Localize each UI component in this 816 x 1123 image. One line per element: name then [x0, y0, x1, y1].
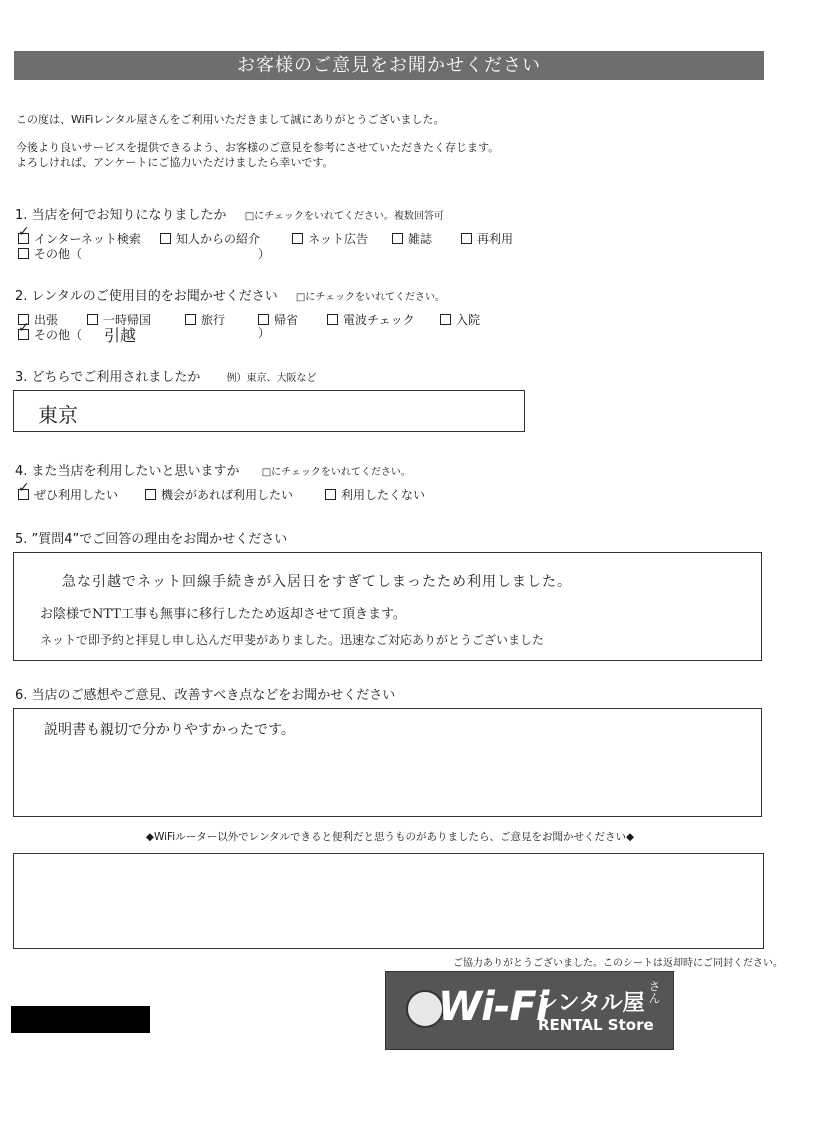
q2-option-other[interactable] — [18, 326, 82, 343]
q3-title: 3. どちらでご利用されましたか — [15, 370, 201, 385]
checkbox[interactable] — [145, 489, 156, 500]
intro-line-3: よろしければ、アンケートにご協力いただけましたら幸いです。 — [16, 156, 334, 169]
q5-answer-line-1: 急な引越でネット回線手続きが入居日をすぎてしまったため利用しました。 — [62, 574, 572, 590]
checkbox-checked[interactable] — [18, 489, 29, 500]
intro-line-1: この度は、WiFiレンタル屋さんをご利用いただきまして誠にありがとうございました。 — [16, 113, 445, 126]
q5-answer-line-2: お陰様でNTT工事も無事に移行したため返却させて頂きます。 — [40, 607, 406, 622]
option-label: インターネット検索 — [34, 232, 141, 246]
option-label: 帰省 — [274, 313, 299, 327]
q1-title: 1. 当店を何でお知りになりましたか — [15, 208, 227, 223]
q6-heading: 6. 当店のご感想やご意見、改善すべき点などをお聞かせください — [15, 688, 396, 703]
q2-note: □にチェックをいれてください。 — [295, 292, 445, 303]
logo-store-text: RENTAL Store — [538, 1016, 654, 1034]
q2-heading — [15, 285, 445, 304]
option-label: その他（ — [34, 247, 83, 261]
q4-note: □にチェックをいれてください。 — [261, 467, 411, 478]
q4-option-definitely[interactable] — [18, 486, 118, 503]
option-label: 再利用 — [477, 232, 514, 246]
option-label: その他（ — [34, 328, 83, 342]
checkbox-checked[interactable] — [18, 233, 29, 244]
q6-answer: 説明書も親切で分かりやすかったです。 — [44, 722, 295, 738]
q2-title: 2. レンタルのご使用目的をお聞かせください — [15, 289, 278, 304]
footer-thanks: ご協力ありがとうございました。このシートは返却時にご同封ください。 — [453, 958, 783, 969]
q5-answer-box[interactable] — [13, 552, 762, 661]
q4-option-maybe[interactable] — [145, 486, 293, 503]
q2-option-hospital[interactable] — [440, 311, 480, 328]
redaction-block — [11, 1006, 150, 1033]
q1-option-other[interactable] — [18, 245, 82, 262]
checkbox-checked[interactable] — [18, 329, 29, 340]
q5-heading: 5. ”質問4”でご回答の理由をお聞かせください — [15, 532, 288, 547]
q3-answer-box[interactable] — [13, 390, 525, 432]
q3-answer: 東京 — [38, 403, 78, 427]
intro-line-2: 今後より良いサービスを提供できるよう、お客様のご意見を参考にさせていただきたく存じます。 — [16, 141, 500, 154]
page-title: お客様のご意見をお聞かせください — [14, 51, 764, 80]
q5-answer-line-3: ネットで即予約と拝見し申し込んだ甲斐がありました。迅速なご対応ありがとうございました — [40, 633, 545, 647]
option-label: ぜひ利用したい — [34, 488, 119, 502]
q3-note: 例）東京、大阪など — [226, 373, 317, 384]
checkbox[interactable] — [461, 233, 472, 244]
q2-other-close: ） — [258, 326, 271, 340]
q1-note: □にチェックをいれてください。複数回答可 — [244, 211, 444, 222]
checkbox[interactable] — [327, 314, 338, 325]
q4-title: 4. また当店を利用したいと思いますか — [15, 464, 240, 479]
checkbox[interactable] — [160, 233, 171, 244]
q1-other-close: ） — [258, 247, 271, 261]
checkbox[interactable] — [440, 314, 451, 325]
option-label: 入院 — [456, 313, 481, 327]
checkbox[interactable] — [292, 233, 303, 244]
option-label: ネット広告 — [308, 232, 369, 246]
q2-option-signal-check[interactable] — [327, 311, 415, 328]
q7-answer-box[interactable] — [13, 853, 764, 949]
q6-answer-box[interactable] — [13, 708, 762, 817]
option-label: 旅行 — [201, 313, 226, 327]
q4-option-no[interactable] — [325, 486, 425, 503]
q1-option-reuse[interactable] — [461, 230, 513, 247]
checkbox[interactable] — [325, 489, 336, 500]
checkbox[interactable] — [185, 314, 196, 325]
checkbox[interactable] — [392, 233, 403, 244]
option-label: 雑誌 — [408, 232, 433, 246]
q1-option-magazine[interactable] — [392, 230, 432, 247]
option-label: 出張 — [34, 313, 59, 327]
option-label: 利用したくない — [341, 488, 426, 502]
q4-heading — [15, 460, 411, 479]
option-label: 一時帰国 — [103, 313, 152, 327]
q2-other-answer[interactable]: 引越 — [104, 326, 137, 345]
q2-option-travel[interactable] — [185, 311, 225, 328]
q1-option-net-ad[interactable] — [292, 230, 368, 247]
q3-heading — [15, 366, 317, 385]
option-label: 知人からの紹介 — [176, 232, 261, 246]
brand-logo — [385, 971, 674, 1050]
checkbox[interactable] — [18, 248, 29, 259]
option-label: 機会があれば利用したい — [161, 488, 294, 502]
logo-wifi-text: Wi-Fi — [438, 984, 549, 1030]
option-label: 電波チェック — [343, 313, 415, 327]
checkbox[interactable] — [87, 314, 98, 325]
logo-san-text: さん — [647, 980, 661, 1004]
logo-jp-text: レンタル屋 — [536, 991, 645, 1016]
q1-heading — [15, 204, 444, 223]
q7-heading: ◆WiFiルーター以外でレンタルできると便利だと思うものがありましたら、ご意見をお聞かせください◆ — [145, 831, 635, 843]
q1-option-referral[interactable] — [160, 230, 260, 247]
